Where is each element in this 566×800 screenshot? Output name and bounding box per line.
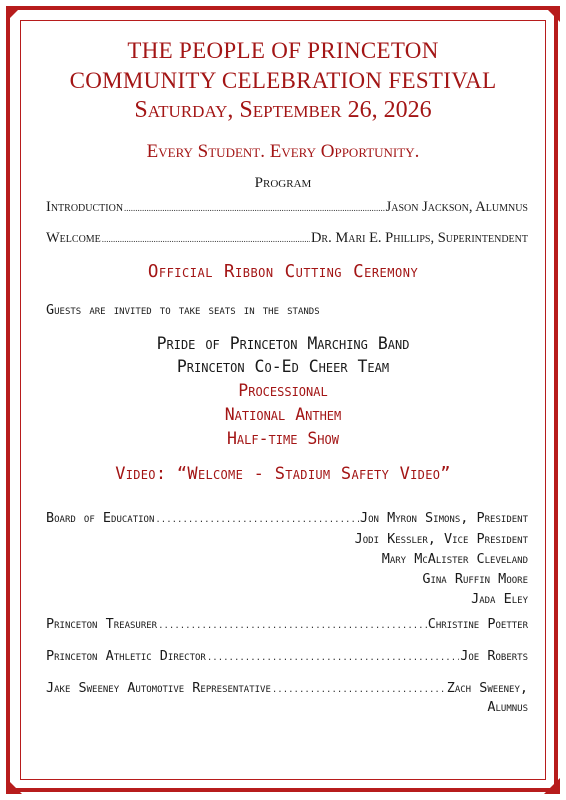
leader-dots [102, 234, 310, 244]
row-value: Joe Roberts [460, 648, 528, 664]
processional: Processional [238, 381, 328, 400]
program-row-board [46, 510, 528, 526]
row-value: Jason Jackson, Alumnus [385, 199, 528, 215]
row-value: Jon Myron Simons, President [360, 510, 528, 526]
board-member: Jada Eley [471, 591, 528, 607]
row-label: Jake Sweeney Automotive Representative [46, 680, 271, 696]
row-label: Princeton Athletic Director [46, 648, 206, 664]
event-title-line2: COMMUNITY CELEBRATION FESTIVAL [69, 68, 497, 93]
row-label: Princeton Treasurer [46, 616, 158, 632]
row-value: Zach Sweeney, [446, 680, 528, 696]
event-title-line1: THE PEOPLE OF PRINCETON [127, 38, 439, 63]
board-member: Mary McAlister Cleveland [381, 551, 528, 567]
program-heading: Program [254, 175, 312, 191]
event-date: Saturday, September 26, 2026 [134, 97, 432, 123]
board-member: Jodi Kessler, Vice President [354, 531, 528, 547]
leader-dots [124, 203, 385, 213]
cheer-team: Princeton Co-Ed Cheer Team [176, 357, 390, 376]
national-anthem: National Anthem [224, 405, 342, 424]
band-name: Pride of Princeton Marching Band [156, 334, 410, 353]
program-row-introduction [46, 199, 528, 216]
row-label: Introduction [46, 199, 124, 215]
leader-dots [272, 685, 446, 695]
row-label: Board of Education [46, 510, 155, 526]
inner-border [20, 20, 546, 780]
leader-dots [207, 653, 459, 663]
tagline: Every Student. Every Opportunity. [146, 141, 420, 162]
leader-dots [158, 621, 427, 631]
row-value-continued: Alumnus [487, 699, 528, 715]
program-row-treasurer [46, 616, 528, 632]
row-value: Christine Poetter [427, 616, 528, 632]
halftime-show: Half-time Show [227, 429, 339, 448]
program-row-athletic-director [46, 648, 528, 664]
ribbon-cutting-heading: Official Ribbon Cutting Ceremony [147, 262, 419, 282]
board-member: Gina Ruffin Moore [422, 571, 528, 587]
video-heading: Video: “Welcome - Stadium Safety Video” [115, 464, 451, 484]
guests-note: Guests are invited to take seats in the stands [46, 302, 320, 318]
program-row-welcome [46, 230, 528, 247]
row-value: Dr. Mari E. Phillips, Superintendent [310, 230, 528, 246]
row-label: Welcome [46, 230, 101, 246]
program-row-automotive [46, 680, 528, 696]
leader-dots [155, 515, 359, 525]
